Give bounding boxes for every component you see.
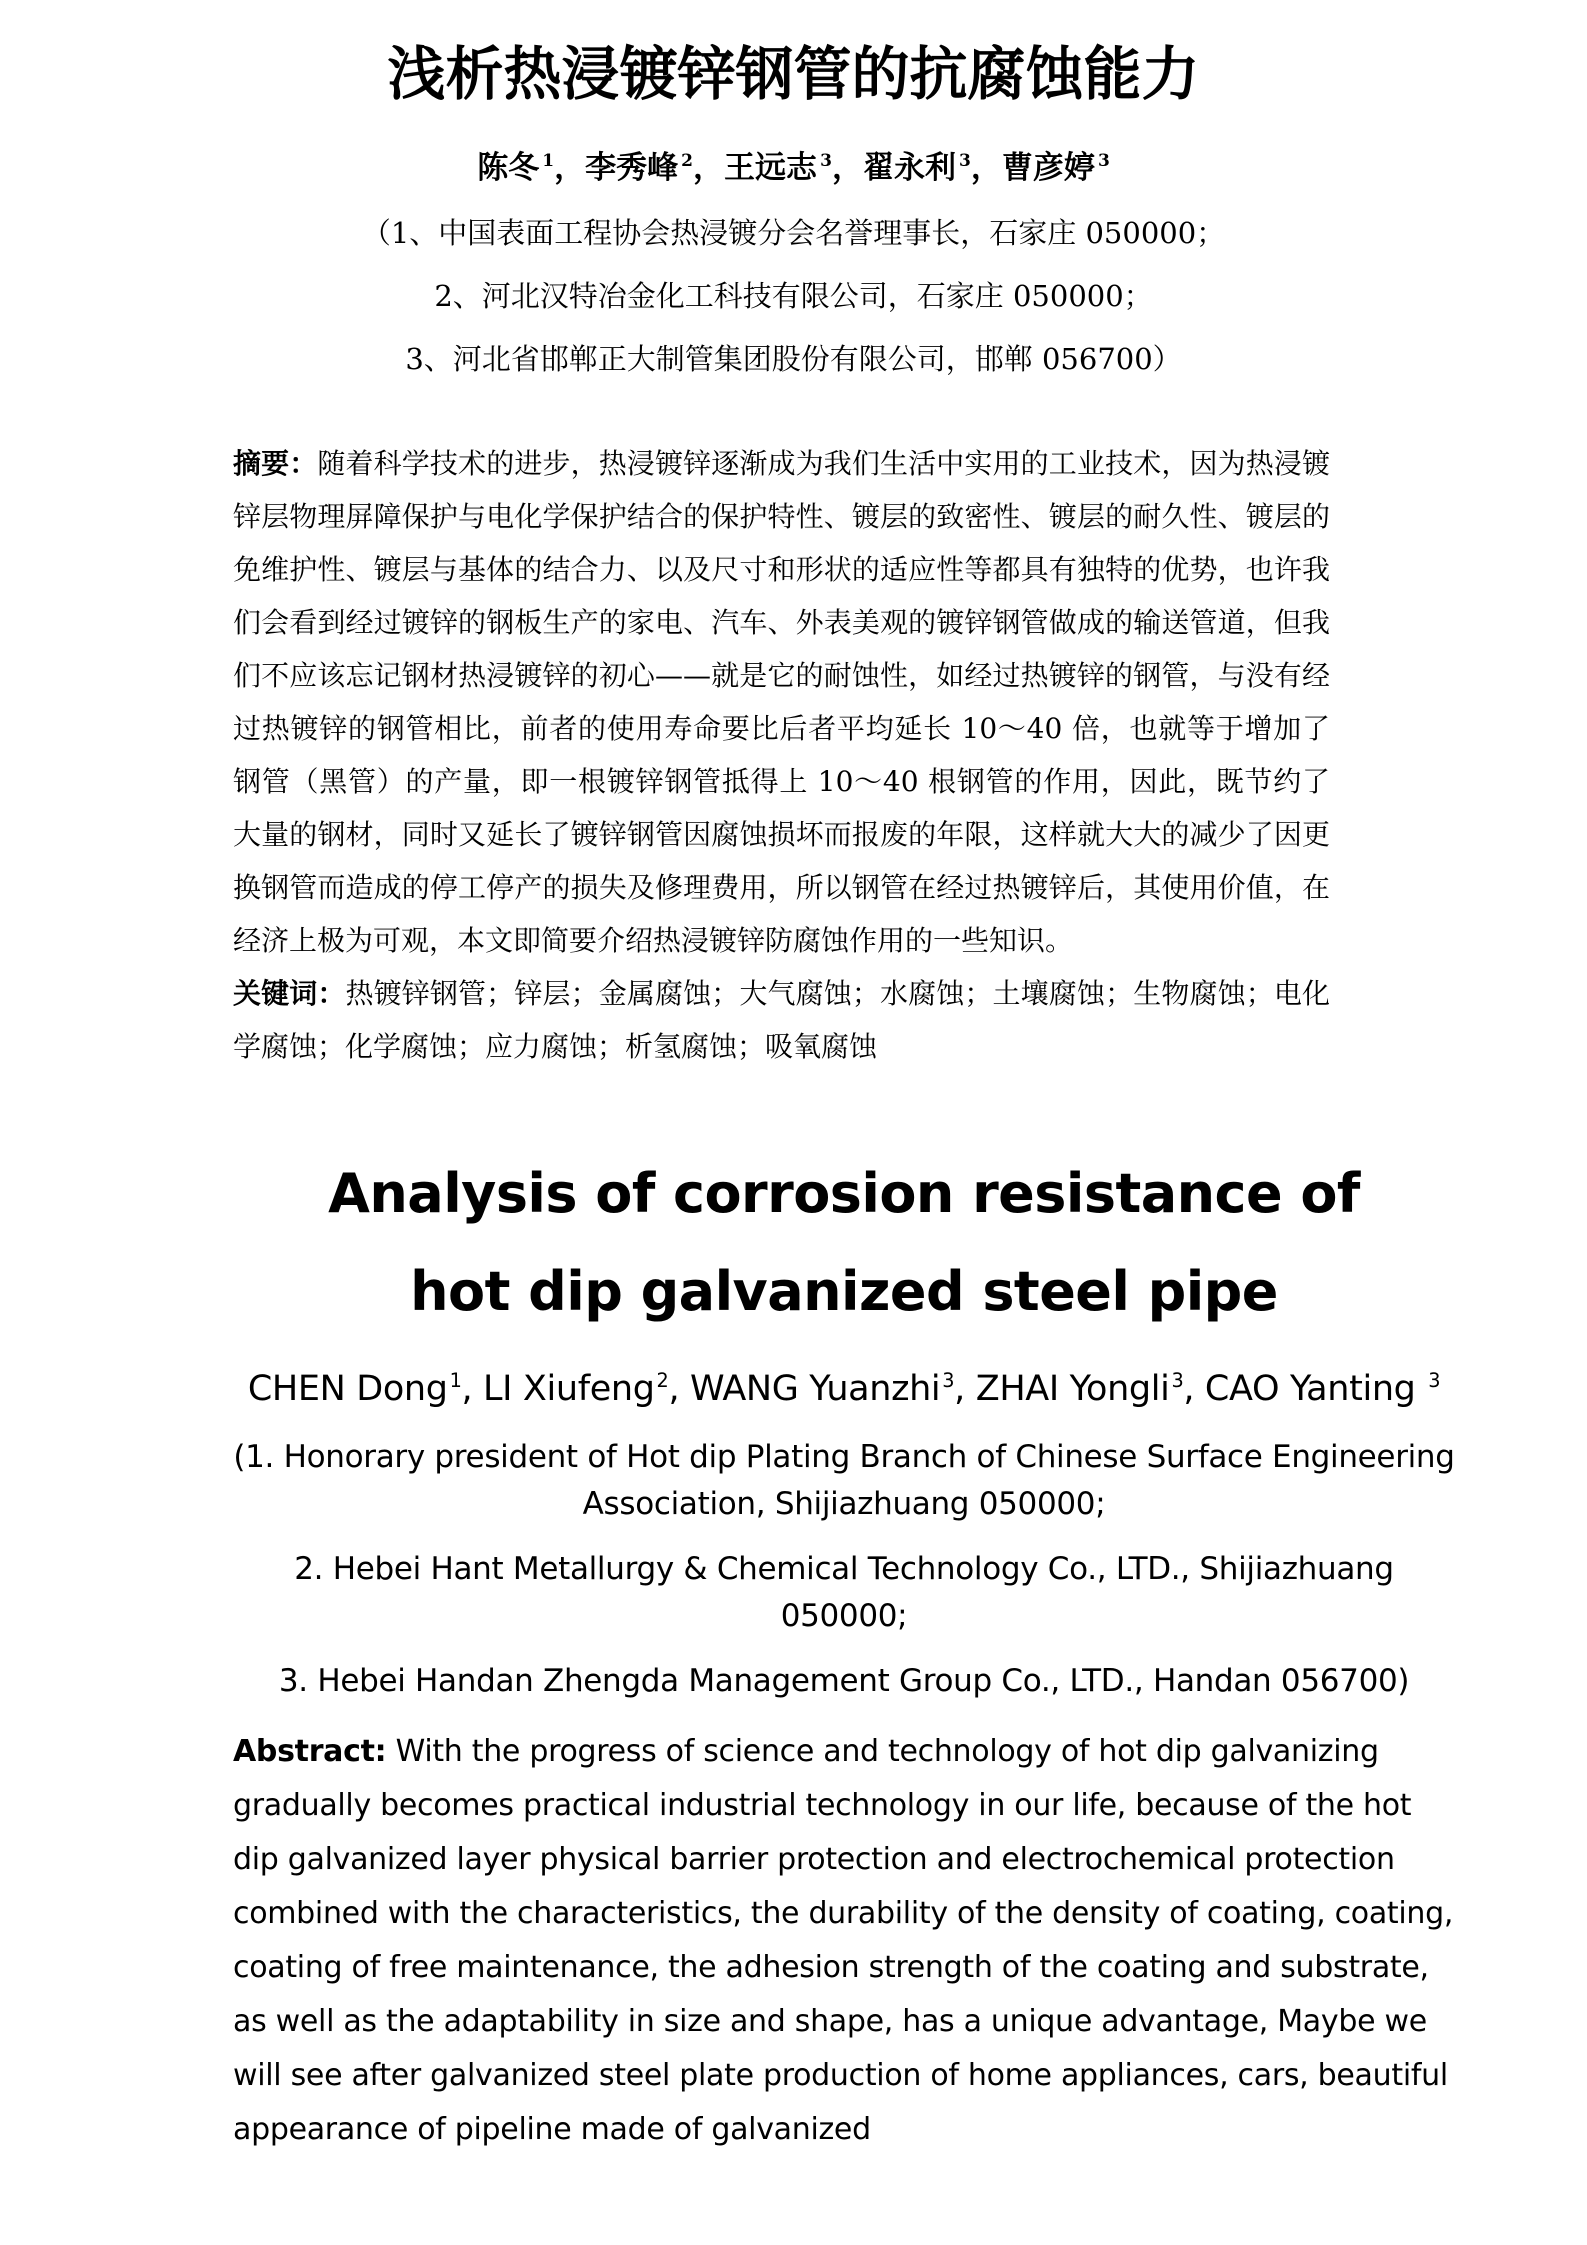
author-en-4: , ZHAI Yongli$^3$ — [954, 1368, 1184, 1409]
author-zh-1-superscript: 1 — [542, 151, 555, 172]
chinese-keywords-text: 热镀锌钢管；锌层；金属腐蚀；大气腐蚀；水腐蚀；土壤腐蚀；生物腐蚀；电化学腐蚀；化学腐蚀；应力腐蚀；析氢腐蚀；吸氧腐蚀 — [233, 976, 1330, 1063]
author-en-5-superscript: 3 — [1428, 1369, 1441, 1393]
author-en-4-superscript: 3 — [1171, 1369, 1184, 1393]
english-abstract-section — [233, 1725, 1461, 2157]
chinese-authors-line — [0, 148, 1587, 188]
english-affiliations — [233, 1434, 1455, 1705]
author-en-2-superscript: 2 — [656, 1369, 669, 1393]
english-title-line-2: hot dip galvanized steel pipe — [410, 1259, 1278, 1323]
english-abstract-spacer — [386, 1734, 395, 1769]
author-zh-2: ，李秀峰 $^2$ — [554, 149, 694, 186]
author-zh-3: ，王远志 $^3$ — [693, 149, 832, 186]
chinese-abstract-label: 摘要： — [233, 446, 318, 480]
author-en-1: CHEN Dong$^1$ — [247, 1368, 462, 1409]
english-abstract-label: Abstract: — [233, 1734, 387, 1770]
author-zh-5: ，曹彦婷 $^3$ — [970, 149, 1110, 186]
chinese-abstract-section — [233, 437, 1330, 1073]
author-zh-4-superscript: 3 — [959, 151, 971, 172]
chinese-abstract-paragraph — [233, 437, 1330, 967]
chinese-keywords-paragraph — [233, 967, 1330, 1073]
author-zh-3-superscript: 3 — [820, 151, 832, 172]
author-en-5: , CAO Yanting $^3$ — [1183, 1368, 1441, 1409]
author-zh-2-superscript: 2 — [681, 151, 694, 172]
english-authors-line — [233, 1367, 1455, 1413]
affiliation-zh-1: （1、中国表面工程协会热浸镀分会名誉理事长，石家庄 050000； — [361, 215, 1226, 250]
chinese-affiliations — [0, 202, 1587, 391]
english-abstract-paragraph — [233, 1725, 1461, 2157]
affiliation-en-2: 2. Hebei Hant Metallurgy & Chemical Technology Co., LTD., Shijiazhuang 050000; — [294, 1551, 1394, 1635]
author-zh-1: 陈冬 $^1$ — [477, 149, 555, 186]
chinese-abstract-text: 随着科学技术的进步，热浸镀锌逐渐成为我们生活中实用的工业技术，因为热浸镀锌层物理屏障保护与电化学保护结合的保护特性、镀层的致密性、镀层的耐久性、镀层的免维护性、镀层与基体的结合力、以及尺寸和形状的适应性等都具有独特的优势，也许我们会看到经过镀锌的钢板生产的家电、汽车、外表美观的镀锌钢管做成的输送管道，但我们不应该忘记钢材热浸镀锌的初心——就是它的耐蚀性，如经过热镀锌的钢管，与没有经过热镀锌的钢管相比，前者的使用寿命要比后者平均延长 10～40 倍，也就等于增加了钢管（黑管）的产量，即一根镀锌钢管抵得上 10～40 根钢管的作用，因此，既节约了大量的钢材，同时又延长了镀锌钢管因腐蚀损坏而报废的年限，这样就大大的减少了因更换钢管而造成的停工停产的损失及修理费用，所以钢管在经过热镀锌后，其使用价值，在经济上极为可观，本文即简要介绍热浸镀锌防腐蚀作用的一些知识。 — [233, 446, 1330, 957]
author-en-3: , WANG Yuanzhi$^3$ — [668, 1368, 955, 1409]
author-en-2: , LI Xiufeng$^2$ — [461, 1368, 669, 1409]
english-title — [233, 1145, 1455, 1341]
english-abstract-text: With the progress of science and technology of hot dip galvanizing gradually becomes practical industrial technology in our life, because of the hot dip galvanized layer physical barrier protection and electrochemical protection combined with the characteristics, the durability of the density of coating, coating, coating of free maintenance, the adhesion strength of the coating and substrate, as well as the adaptability in size and shape, has a unique advantage, Maybe we will see after galvanized steel plate production of home appliances, cars, beautiful appearance of pipeline made of galvanized — [233, 1734, 1454, 2148]
author-zh-4: ，翟永利 $^3$ — [831, 149, 971, 186]
affiliation-en-3: 3. Hebei Handan Zhengda Management Group Co., LTD., Handan 056700) — [278, 1663, 1410, 1700]
chinese-title: 浅析热浸镀锌钢管的抗腐蚀能力 — [387, 40, 1200, 108]
author-en-3-superscript: 3 — [942, 1369, 955, 1393]
affiliation-en-1: (1. Honorary president of Hot dip Plating Branch of Chinese Surface Engineering Association, Shijiazhuang 050000; — [233, 1439, 1455, 1523]
chinese-keywords-label: 关键词： — [233, 976, 346, 1010]
author-zh-5-superscript: 3 — [1097, 151, 1110, 172]
affiliation-zh-3: 3、河北省邯郸正大制管集团股份有限公司，邯郸 056700） — [405, 341, 1182, 376]
affiliation-zh-2: 2、河北汉特冶金化工科技有限公司，石家庄 050000； — [434, 278, 1153, 313]
english-title-line-1: Analysis of corrosion resistance of — [328, 1161, 1360, 1225]
author-en-1-superscript: 1 — [449, 1369, 462, 1393]
